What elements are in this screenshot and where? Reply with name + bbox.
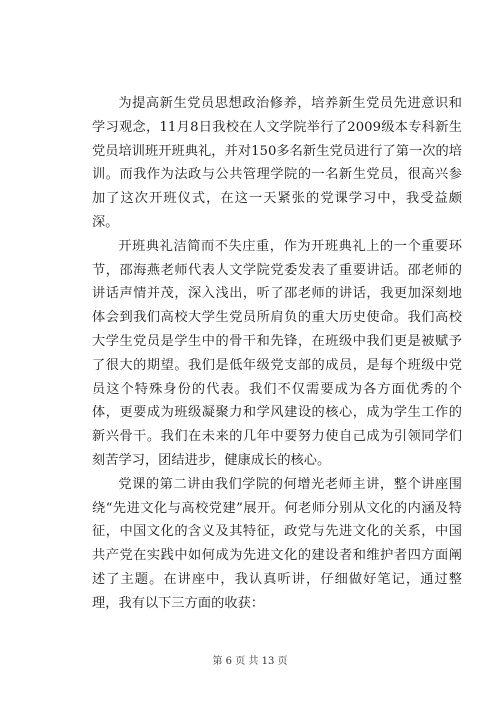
paragraph-speech: 开班典礼洁简而不失庄重，作为开班典礼上的一个重要环节，邵海燕老师代表人文学院党委发表了重要讲话。邵老师的讲话声情并茂，深入浅出，听了邵老师的讲话，我更加深刻地体会到我们高校大学生党员所肩负的重大历史使命。我们高校大学生党员是学生中的骨干和先锋，在班级中我们更是被赋予了很大的期望。我们是低年级党支部的成员，是每个班级中党员这个特殊身份的代表。我们不仅需要成为各方面优秀的个体，更要成为班级凝聚力和学风建设的核心，成为学生工作的新兴骨干。我们在未来的几年中要努力使自己成为引领同学们刻苦学习，团结进步，健康成长的核心。 [92,238,462,468]
paragraph-second-lecture: 党课的第二讲由我们学院的何增光老师主讲，整个讲座围绕“先进文化与高校党建”展开。何老师分别从文化的内涵及特征，中国文化的含义及其特征，政党与先进文化的关系，中国共产党在实践中如何成为先进文化的建设者和维护者四方面阐述了主题。在讲座中，我认真听讲，仔细做好笔记，通过整理，我有以下三方面的收获： [92,476,462,611]
document-body [92,92,462,616]
paragraph-opening-ceremony-intro: 为提高新生党员思想政治修养，培养新生党员先进意识和学习观念，11月8日我校在人文学院举行了2009级本专科新生党员培训班开班典礼，并对150多名新生党员进行了第一次的培训。而我作为法政与公共管理学院的一名新生党员，很高兴参加了这次开班仪式，在这一天紧张的党课学习中，我受益颇深。 [92,96,462,230]
page-number-footer: 第 6 页 共 13 页 [212,656,288,667]
